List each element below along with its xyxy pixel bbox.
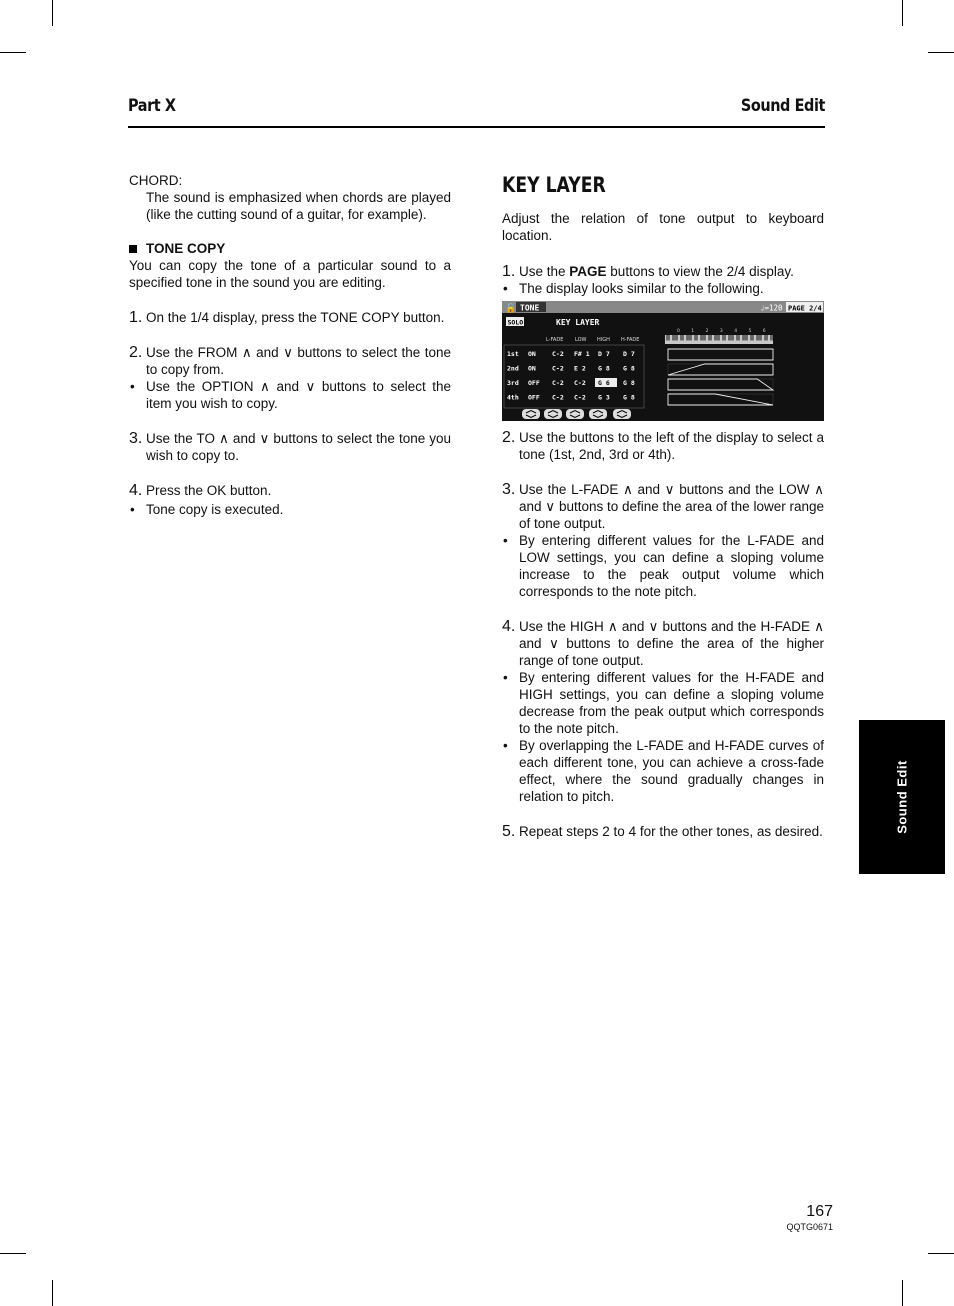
black-key [694, 335, 695, 341]
step-5 [502, 823, 824, 840]
crop-mark [52, 0, 53, 26]
octave-label: 3 [719, 329, 723, 334]
lcd-tempo: ♩=120 [760, 303, 783, 313]
step-text [519, 263, 824, 280]
chord-text: The sound is emphasized when chords are played (like the cutting sound of a guitar, for example). [146, 190, 451, 222]
lcd-cell-hfade: G 8 [623, 379, 635, 387]
page-number: 167 [806, 1203, 833, 1220]
lcd-page: PAGE 2/4 [788, 304, 822, 313]
left-column [129, 172, 451, 518]
step-text-pre: Use the [519, 264, 570, 279]
lcd-cell-hfade: G 8 [623, 364, 635, 373]
black-key [724, 335, 725, 341]
bullet-item [502, 737, 824, 805]
bullet-dot-icon: • [130, 502, 135, 517]
black-key [686, 335, 687, 341]
right-column [502, 172, 824, 840]
bullet-item [502, 669, 824, 737]
step-text: Press the OK button. [146, 483, 272, 498]
black-key [708, 335, 709, 341]
black-key [700, 335, 701, 341]
document-code: QQTG0671 [786, 1222, 833, 1232]
step-number: 1. [129, 309, 143, 326]
tone-copy-intro: You can copy the tone of a particular sound to a specified tone in the sound you are editing. [129, 258, 451, 290]
black-key [718, 335, 719, 341]
black-key [752, 335, 753, 341]
lcd-display [502, 301, 824, 421]
black-key [716, 335, 717, 341]
step-text: Use the L-FADE ∧ and ∨ buttons and the LOW ∧ and ∨ buttons to define the area of the lower range of tone output. [519, 482, 824, 531]
lcd-solo: SOLO [507, 318, 524, 327]
bullet-dot-icon: • [130, 379, 135, 394]
lcd-cell-hfade: D 7 [623, 350, 635, 358]
lcd-cell-low: C-2 [574, 393, 586, 402]
bullet-dot-icon: • [503, 533, 508, 548]
lcd-cell-high: G 6 [598, 379, 610, 387]
lcd-col-high: HIGH [597, 337, 610, 343]
lcd-cell-lfade: C-2 [552, 393, 564, 402]
lcd-cell-high: D 7 [598, 350, 610, 358]
bullet-dot-icon: • [503, 670, 508, 685]
lcd-cell-low: E 2 [574, 364, 586, 373]
step-text: Use the buttons to the left of the display to select a tone (1st, 2nd, 3rd or 4th). [519, 430, 824, 462]
lcd-arrow-buttons [522, 409, 631, 419]
bullet-item [502, 280, 824, 297]
crop-mark [928, 52, 954, 53]
octave-label: 4 [734, 329, 738, 334]
step-2 [502, 429, 824, 463]
lcd-cell-state: ON [528, 364, 536, 373]
bullet-text: By entering different values for the L-FADE and LOW settings, you can define a sloping volume increase to the peak output volume which corresponds to the note pitch. [519, 533, 824, 599]
section-title: KEY LAYER [502, 173, 606, 197]
step-number: 3. [129, 430, 143, 447]
lcd-col-hfade: H-FADE [621, 337, 640, 343]
side-tab [859, 720, 945, 874]
lcd-cell-name: 2nd [507, 364, 519, 373]
step-number: 2. [502, 429, 516, 446]
tone-copy-heading [129, 240, 451, 257]
crop-mark [928, 1253, 954, 1254]
lcd-cell-low: F# 1 [574, 350, 590, 358]
step-1 [129, 309, 451, 326]
bullet-dot-icon: • [503, 738, 508, 753]
side-tab-label: Sound Edit [894, 760, 910, 834]
bullet-text: Use the OPTION ∧ and ∨ buttons to select the item you wish to copy. [146, 379, 451, 411]
square-bullet-icon [129, 245, 137, 253]
octave-label: 2 [705, 329, 709, 334]
page-header [128, 96, 825, 128]
step-number: 3. [502, 481, 516, 498]
lcd-cell-high: G 3 [598, 393, 610, 402]
black-key [704, 335, 705, 341]
black-key [756, 335, 757, 341]
crop-mark [52, 1280, 53, 1306]
step-text: Use the FROM ∧ and ∨ buttons to select the tone to copy from. [146, 345, 451, 377]
lcd-tab: TONE [520, 303, 540, 313]
lcd-cell-lfade: C-2 [552, 379, 564, 387]
black-key [674, 335, 675, 341]
lock-icon: 🔓 [505, 304, 517, 314]
step-3 [502, 481, 824, 532]
step-4 [502, 618, 824, 669]
black-key [682, 335, 683, 341]
black-key [690, 335, 691, 341]
lcd-cell-state: ON [528, 350, 536, 358]
crop-mark [0, 52, 26, 53]
step-number: 2. [129, 344, 143, 361]
black-key [750, 335, 751, 341]
black-key [696, 335, 697, 341]
black-key [722, 335, 723, 341]
black-key [772, 335, 773, 341]
header-section: Sound Edit [740, 96, 825, 116]
black-key [714, 335, 715, 341]
octave-label: 5 [748, 329, 752, 334]
step-4 [129, 482, 451, 499]
lcd-cell-name: 3rd [507, 379, 519, 387]
black-key [746, 335, 747, 341]
black-key [744, 335, 745, 341]
black-key [764, 335, 765, 341]
octave-label: 1 [691, 329, 695, 334]
step-3 [129, 430, 451, 464]
bullet-item [129, 501, 451, 518]
step-text: Use the HIGH ∧ and ∨ buttons and the H-FADE ∧ and ∨ buttons to define the area of the higher range of tone output. [519, 619, 824, 668]
chord-label: CHORD: [129, 173, 183, 188]
crop-mark [902, 0, 903, 26]
lcd-cell-low: C-2 [574, 379, 586, 387]
black-key [702, 335, 703, 341]
black-key [766, 335, 767, 341]
bullet-text: By overlapping the L-FADE and H-FADE curves of each different tone, you can achieve a cross-fade effect, where the sound gradually changes in relation to pitch. [519, 738, 824, 804]
step-text: Use the TO ∧ and ∨ buttons to select the tone you wish to copy to. [146, 431, 451, 463]
bullet-text: Tone copy is executed. [146, 502, 284, 517]
black-key [730, 335, 731, 341]
black-key [732, 335, 733, 341]
octave-label: 0 [677, 329, 680, 334]
bullet-dot-icon: • [503, 281, 508, 296]
black-key [666, 335, 667, 341]
bullet-text: The display looks similar to the following. [519, 281, 764, 296]
black-key [710, 335, 711, 341]
black-key [770, 335, 771, 341]
black-key [672, 335, 673, 341]
step-number: 5. [502, 823, 516, 840]
lcd-cell-lfade: C-2 [552, 364, 564, 373]
black-key [676, 335, 677, 341]
lcd-col-low: LOW [575, 337, 587, 343]
lcd-cell-hfade: G 8 [623, 393, 635, 402]
step-number: 4. [129, 482, 143, 499]
black-key [736, 335, 737, 341]
step-1 [502, 263, 824, 280]
bullet-item [502, 532, 824, 600]
black-key [758, 335, 759, 341]
step-2 [129, 344, 451, 378]
black-key [760, 335, 761, 341]
crop-mark [902, 1280, 903, 1306]
tone-copy-heading-text: TONE COPY [146, 241, 226, 256]
step-number: 1. [502, 263, 516, 280]
black-key [742, 335, 743, 341]
step-text: On the 1/4 display, press the TONE COPY button. [146, 310, 445, 325]
bullet-text: By entering different values for the H-FADE and HIGH settings, you can define a sloping volume decrease from the peak output which corresponds to the note pitch. [519, 670, 824, 736]
black-key [668, 335, 669, 341]
lcd-cell-name: 4th [507, 393, 519, 402]
lcd-cell-high: G 8 [598, 364, 610, 373]
crop-mark [0, 1253, 26, 1254]
header-part: Part X [128, 96, 176, 116]
lcd-cell-name: 1st [507, 350, 519, 358]
black-key [680, 335, 681, 341]
octave-label: 6 [762, 329, 766, 334]
step-number: 4. [502, 618, 516, 635]
page-button-label: PAGE [569, 264, 607, 279]
black-key [738, 335, 739, 341]
black-key [728, 335, 729, 341]
lcd-col-lfade: L-FADE [546, 337, 564, 343]
lcd-cell-lfade: C-2 [552, 350, 564, 358]
step-text-post: buttons to view the 2/4 display. [606, 264, 794, 279]
step-text: Repeat steps 2 to 4 for the other tones, as desired. [519, 824, 823, 839]
black-key [688, 335, 689, 341]
section-intro: Adjust the relation of tone output to keyboard location. [502, 211, 824, 243]
lcd-cell-state: OFF [528, 379, 540, 387]
lcd-cell-state: OFF [528, 393, 540, 402]
lcd-title: KEY LAYER [556, 318, 600, 327]
bullet-item [129, 378, 451, 412]
